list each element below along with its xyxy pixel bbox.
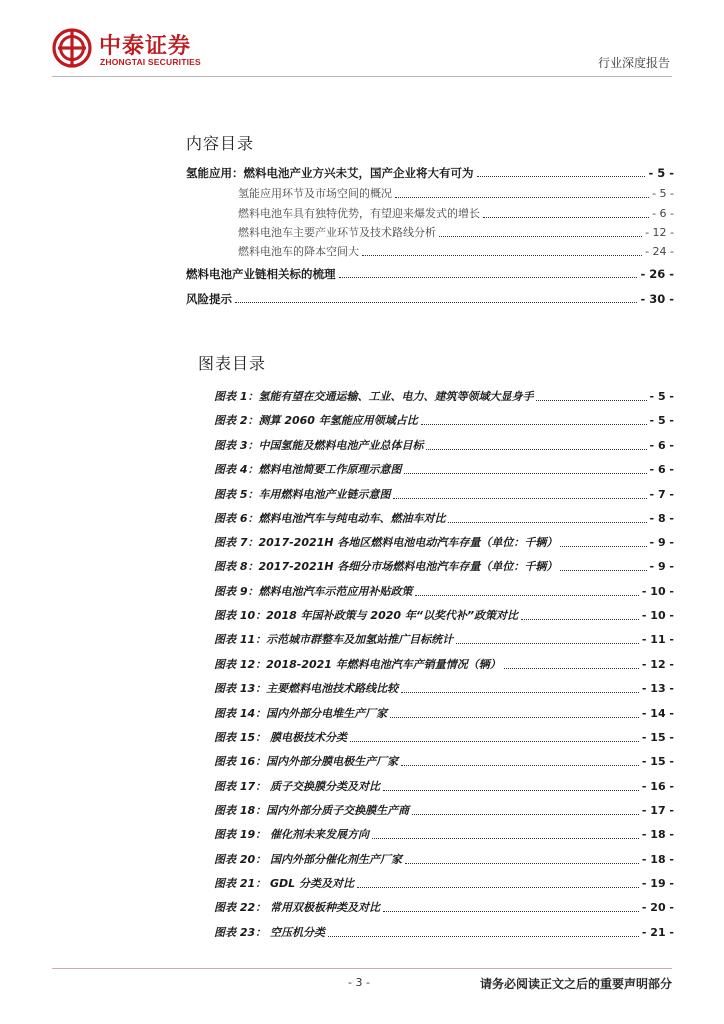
figure-entry[interactable] [214, 779, 674, 795]
toc-entry[interactable] [186, 266, 674, 282]
figure-entry-label: 图表 2：测算 2060 年氢能应用领域占比 [214, 414, 418, 427]
figure-entry-label: 图表 17： 质子交换膜分类及对比 [214, 780, 380, 793]
figure-entry-label: 图表 16：国内外部分膜电极生产厂家 [214, 755, 399, 768]
figure-entry-page: - 5 - [649, 390, 674, 403]
dot-leader [415, 595, 638, 596]
toc-title: 内容目录 [186, 134, 255, 153]
page-number: - 3 - [348, 976, 370, 989]
dot-leader [401, 692, 639, 693]
figure-entry-label: 图表 20： 国内外部分催化剂生产厂家 [214, 853, 402, 866]
figure-entry-label: 图表 4：燃料电池简要工作原理示意图 [214, 463, 402, 476]
dot-leader [395, 197, 649, 198]
figure-entry-page: - 15 - [641, 755, 674, 768]
figure-entry-page: - 15 - [641, 731, 674, 744]
figure-entry-page: - 6 - [649, 439, 674, 452]
dot-leader [456, 643, 639, 644]
footer-disclaimer: 请务必阅读正文之后的重要声明部分 [479, 977, 672, 991]
figure-entry[interactable] [214, 535, 674, 551]
figure-entry-page: - 7 - [649, 488, 674, 501]
figure-entry[interactable] [214, 900, 674, 916]
company-logo [52, 28, 252, 74]
dot-leader [235, 302, 637, 303]
toc-entry-page: - 30 - [640, 292, 674, 306]
figure-entry-page: - 17 - [641, 804, 674, 817]
dot-leader [439, 236, 642, 237]
figure-entry-page: - 11 - [641, 633, 674, 646]
figure-entry-label: 图表 18：国内外部分质子交换膜生产商 [214, 804, 410, 817]
toc-entry-label: 氢能应用：燃料电池产业方兴未艾，国产企业将大有可为 [186, 166, 474, 180]
dot-leader [357, 887, 639, 888]
figure-entry-label: 图表 1：氢能有望在交通运输、工业、电力、建筑等领域大显身手 [214, 390, 534, 403]
figure-entry-label: 图表 14：国内外部分电堆生产厂家 [214, 707, 388, 720]
dot-leader [412, 814, 639, 815]
figure-entry[interactable] [214, 632, 674, 648]
figure-entry[interactable] [214, 608, 674, 624]
dot-leader [393, 498, 646, 499]
toc-entry-page: - 5 - [648, 166, 674, 180]
figure-entry[interactable] [214, 730, 674, 746]
figure-entry-label: 图表 12：2018-2021 年燃料电池汽车产销量情况（辆） [214, 658, 501, 671]
dot-leader [426, 449, 646, 450]
figure-entry[interactable] [214, 681, 674, 697]
figure-entry-page: - 6 - [649, 463, 674, 476]
logo-chinese-name: 中泰证券 [99, 34, 192, 59]
dot-leader [328, 936, 639, 937]
figure-entry[interactable] [214, 876, 674, 892]
dot-leader [504, 668, 639, 669]
figure-entry-page: - 21 - [641, 926, 674, 939]
dot-leader [404, 473, 646, 474]
figure-entry-page: - 13 - [641, 682, 674, 695]
figure-entry[interactable] [214, 827, 674, 843]
figure-entry-page: - 14 - [641, 707, 674, 720]
dot-leader [339, 277, 638, 278]
toc-entry-page: - 12 - [645, 226, 674, 239]
figure-entry-label: 图表 21： GDL 分类及对比 [214, 877, 354, 890]
toc-entry-page: - 6 - [652, 207, 674, 220]
figure-entry[interactable] [214, 706, 674, 722]
footer-divider [52, 968, 672, 969]
figure-entry-label: 图表 7：2017-2021H 各地区燃料电池电动汽车存量（单位：千辆） [214, 536, 558, 549]
toc-entry-page: - 24 - [645, 245, 674, 258]
dot-leader [560, 570, 646, 571]
dot-leader [401, 765, 639, 766]
toc-entry[interactable] [186, 291, 674, 307]
figure-entry[interactable] [214, 438, 674, 454]
figure-entry-label: 图表 11：示范城市群整车及加氢站推广目标统计 [214, 633, 454, 646]
dot-leader [350, 741, 639, 742]
figure-entry-page: - 12 - [641, 658, 674, 671]
figure-entry-label: 图表 19： 催化剂未来发展方向 [214, 828, 369, 841]
figure-entry[interactable] [214, 754, 674, 770]
figure-entry[interactable] [214, 413, 674, 429]
dot-leader [448, 522, 646, 523]
figure-entry-label: 图表 5：车用燃料电池产业链示意图 [214, 488, 391, 501]
toc-entry-label: 燃料电池车的降本空间大 [238, 245, 359, 258]
figure-entry[interactable] [214, 487, 674, 503]
figure-entry[interactable] [214, 511, 674, 527]
figure-entry[interactable] [214, 462, 674, 478]
figure-entry-label: 图表 13：主要燃料电池技术路线比较 [214, 682, 399, 695]
dot-leader [483, 217, 649, 218]
dot-leader [390, 717, 639, 718]
dot-leader [421, 424, 647, 425]
dot-leader [383, 790, 639, 791]
figure-entry-label: 图表 15： 膜电极技术分类 [214, 731, 347, 744]
toc-entry[interactable] [238, 225, 674, 241]
figure-entry-label: 图表 6：燃料电池汽车与纯电动车、燃油车对比 [214, 512, 446, 525]
header-divider [52, 76, 672, 77]
dot-leader [536, 400, 646, 401]
figure-entry-page: - 16 - [641, 780, 674, 793]
figure-entry-label: 图表 22： 常用双极板种类及对比 [214, 901, 380, 914]
figure-entry[interactable] [214, 925, 674, 941]
figure-entry-page: - 19 - [641, 877, 674, 890]
toc-entry-label: 风险提示 [186, 292, 232, 306]
figure-entry-page: - 10 - [641, 585, 674, 598]
figure-entry-page: - 8 - [649, 512, 674, 525]
dot-leader [477, 176, 646, 177]
figure-entry-label: 图表 3：中国氢能及燃料电池产业总体目标 [214, 439, 424, 452]
dot-leader [560, 546, 646, 547]
dot-leader [372, 838, 639, 839]
report-type-label: 行业深度报告 [597, 56, 670, 70]
figure-entry-page: - 9 - [649, 536, 674, 549]
toc-entry-label: 燃料电池车具有独特优势，有望迎来爆发式的增长 [238, 207, 480, 220]
toc-entry-label: 燃料电池产业链相关标的梳理 [186, 267, 336, 281]
page-header [0, 0, 724, 100]
figure-entry-page: - 9 - [649, 560, 674, 573]
toc-entry[interactable] [238, 244, 674, 260]
dot-leader [521, 619, 639, 620]
figure-entry-label: 图表 9：燃料电池汽车示范应用补贴政策 [214, 585, 413, 598]
toc-entry-label: 燃料电池车主要产业环节及技术路线分析 [238, 226, 436, 239]
figure-entry[interactable] [214, 657, 674, 673]
zhongtai-logo-icon [52, 28, 92, 68]
figure-entry-label: 图表 8：2017-2021H 各细分市场燃料电池汽车存量（单位：千辆） [214, 560, 558, 573]
figure-list-title: 图表目录 [198, 354, 267, 373]
dot-leader [405, 863, 639, 864]
figure-entry-page: - 18 - [641, 853, 674, 866]
toc-entry[interactable] [238, 186, 674, 202]
figure-entry[interactable] [214, 584, 674, 600]
logo-english-name: ZHONGTAI SECURITIES [100, 57, 201, 67]
figure-entry-page: - 20 - [641, 901, 674, 914]
figure-entry-page: - 5 - [649, 414, 674, 427]
figure-entry[interactable] [214, 389, 674, 405]
toc-entry[interactable] [186, 165, 674, 181]
toc-entry-label: 氢能应用环节及市场空间的概况 [238, 187, 392, 200]
figure-entry[interactable] [214, 559, 674, 575]
toc-entry[interactable] [238, 206, 674, 222]
figure-entry-label: 图表 23： 空压机分类 [214, 926, 325, 939]
figure-entry-page: - 18 - [641, 828, 674, 841]
toc-entry-page: - 26 - [640, 267, 674, 281]
dot-leader [383, 911, 639, 912]
figure-entry[interactable] [214, 852, 674, 868]
figure-entry-page: - 10 - [641, 609, 674, 622]
dot-leader [362, 255, 642, 256]
figure-entry-label: 图表 10：2018 年国补政策与 2020 年“以奖代补”政策对比 [214, 609, 519, 622]
toc-entry-page: - 5 - [652, 187, 674, 200]
figure-entry[interactable] [214, 803, 674, 819]
